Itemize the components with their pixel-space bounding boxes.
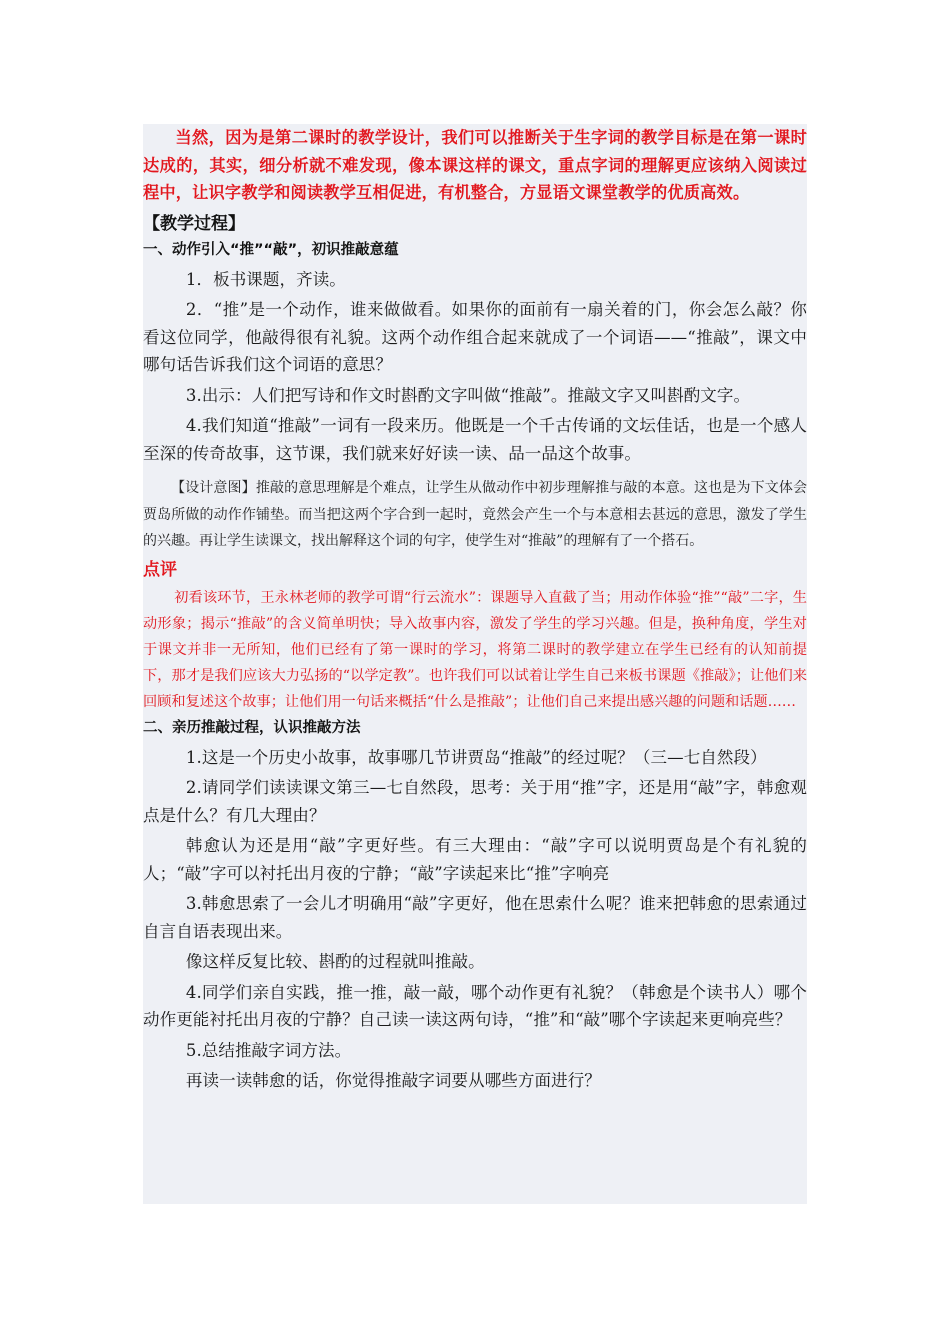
section-2-paragraph: 再读一读韩愈的话，你觉得推敲字词要从哪些方面进行？	[185, 1071, 601, 1090]
lesson-content	[143, 124, 807, 1204]
teaching-process-heading: 【教学过程】	[143, 213, 245, 234]
intro-commentary: 当然，因为是第二课时的教学设计，我们可以推断关于生字词的教学目标是在第一课时达成的，其实，细分析就不难发现，像本课这样的课文，重点字词的理解更应该纳入阅读过程中，让识字教学和阅读教学互相促进，有机整合，方显语文课堂教学的优质高效。	[143, 128, 807, 202]
section-1-paragraph: 1．板书课题，齐读。	[185, 269, 346, 289]
section-2-paragraph: 1.这是一个历史小故事，故事哪几节讲贾岛“推敲”的经过呢？（三—七自然段）	[185, 747, 767, 767]
section-1-paragraph: 3.出示：人们把写诗和作文时斟酌文字叫做“推敲”。推敲文字又叫斟酌文字。	[185, 385, 751, 405]
section-2-paragraph: 3.韩愈思索了一会儿才明确用“敲”字更好，他在思索什么呢？谁来把韩愈的思索通过自言自语表现出来。	[143, 894, 807, 941]
review-text: 初看该环节，王永林老师的教学可谓“行云流水”：课题导入直截了当；用动作体验“推”“敲”二字，生动形象；揭示“推敲”的含义简单明快；导入故事内容，激发了学生的学习兴趣。但是，换种角度，学生对于课文并非一无所知，他们已经有了第一课时的学习，将第二课时的教学建立在学生已经有的认知前提下，那才是我们应该大力弘扬的“以学定教”。也许我们可以试着让学生自己来板书课题《推敲》；让他们来回顾和复述这个故事；让他们用一句话来概括“什么是推敲”；让他们自己来提出感兴趣的问题和话题……	[143, 589, 807, 710]
section-2-paragraph: 5.总结推敲字词方法。	[185, 1040, 352, 1060]
design-intent: 【设计意图】推敲的意思理解是个难点，让学生从做动作中初步理解推与敲的本意。这也是为下文体会贾岛所做的动作作铺垫。而当把这两个字合到一起时，竟然会产生一个与本意相去甚远的意思，激发了学生的兴趣。再让学生读课文，找出解释这个词的句字，使学生对“推敲”的理解有了一个搭石。	[143, 480, 807, 549]
section-1-title: 一、动作引入“推”“敲”，初识推敲意蕴	[143, 241, 399, 258]
review-title: 点评	[143, 559, 177, 580]
section-1-paragraph: 4.我们知道“推敲”一词有一段来历。他既是一个千古传诵的文坛佳话，也是一个感人至深的传奇故事，这节课，我们就来好好读一读、品一品这个故事。	[143, 416, 807, 463]
section-2-paragraph: 韩愈认为还是用“敲”字更好些。有三大理由：“敲”字可以说明贾岛是个有礼貌的人；“敲”字可以衬托出月夜的宁静；“敲”字读起来比“推”字响亮	[143, 836, 807, 883]
section-2-paragraph: 4.同学们亲自实践，推一推，敲一敲，哪个动作更有礼貌？（韩愈是个读书人）哪个动作更能衬托出月夜的宁静？自己读一读这两句诗，“推”和“敲”哪个字读起来更响亮些？	[143, 982, 807, 1029]
section-2-title: 二、亲历推敲过程，认识推敲方法	[143, 719, 361, 736]
section-1-paragraph: 2．“推”是一个动作，谁来做做看。如果你的面前有一扇关着的门，你会怎么敲？你看这位同学，他敲得很有礼貌。这两个动作组合起来就成了一个词语——“推敲”，课文中哪句话告诉我们这个词语的意思？	[143, 300, 807, 374]
section-2-paragraph: 像这样反复比较、斟酌的过程就叫推敲。	[185, 952, 485, 971]
section-2-paragraph: 2.请同学们读读课文第三—七自然段，思考：关于用“推”字，还是用“敲”字，韩愈观点是什么？有几大理由？	[143, 778, 807, 825]
